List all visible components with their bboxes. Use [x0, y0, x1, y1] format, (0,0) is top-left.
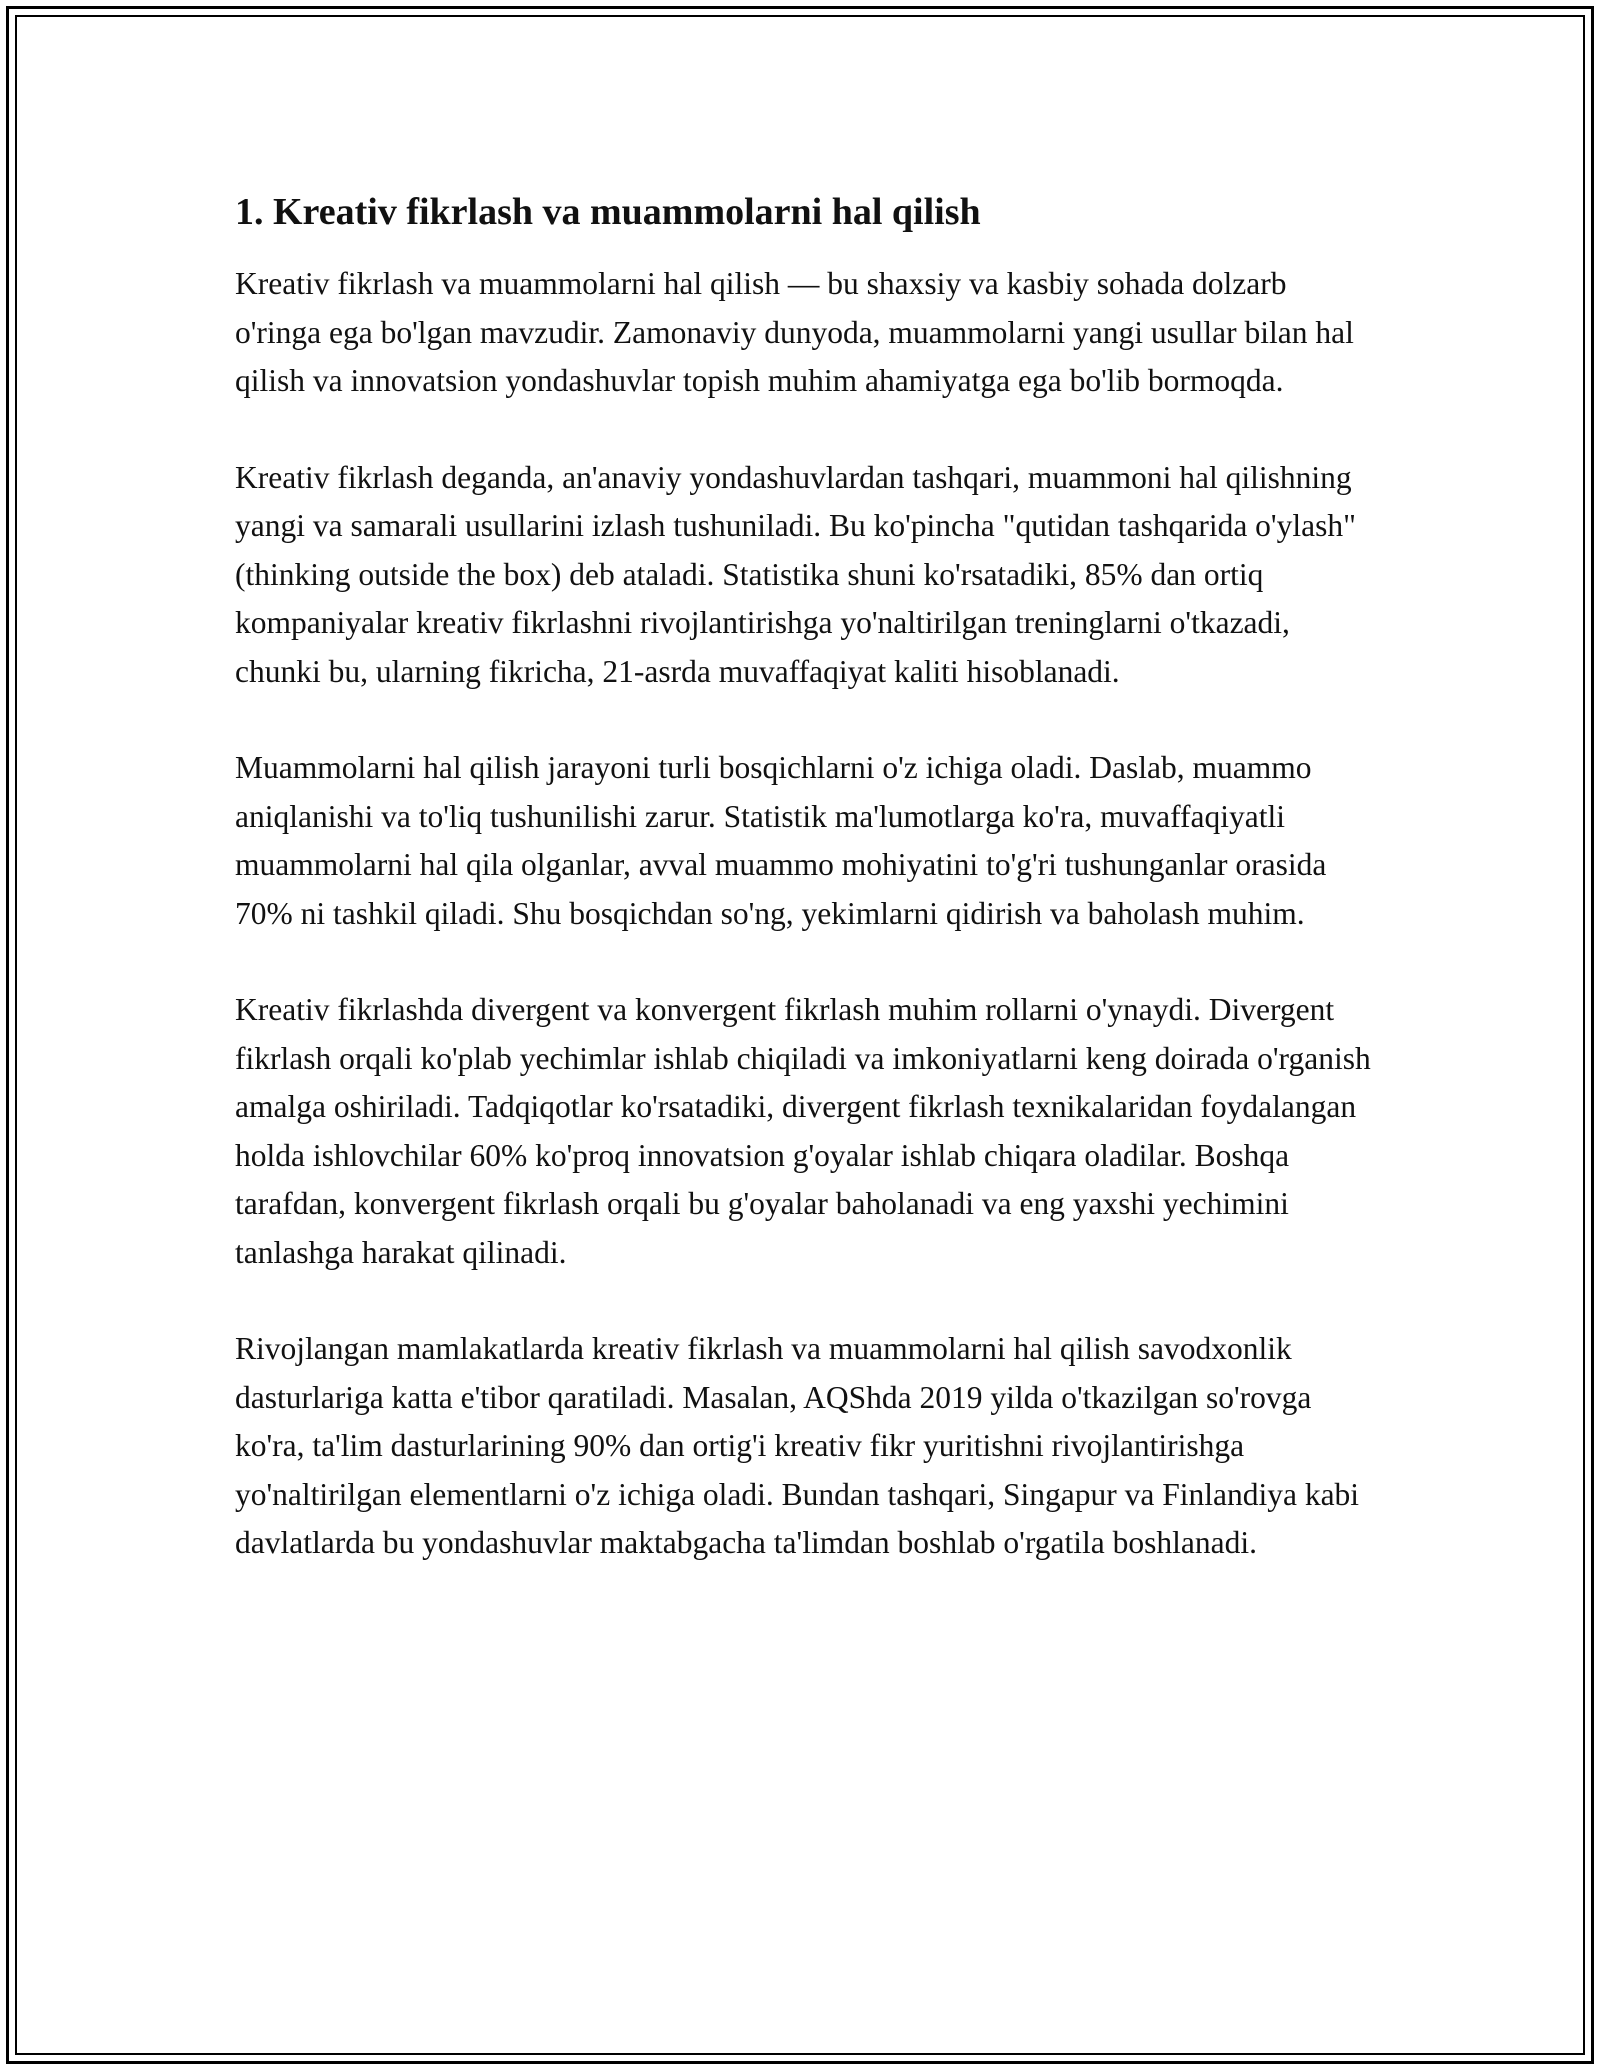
- paragraph-creative-thinking: Kreativ fikrlash deganda, an'anaviy yondashuvlardan tashqari, muammoni hal qilishning yangi va samarali usullarini izlash tushuniladi. Bu ko'pincha "qutidan tashqarida o'ylash" (thinking outside the box) deb ataladi. Statistika shuni ko'rsatadiki, 85% dan ortiq kompaniyalar kreativ fikrlashni rivojlantirishga yo'naltirilgan treninglarni o'tkazadi, chunki bu, ularning fikricha, 21-asrda muvaffaqiyat kaliti hisoblanadi.: [235, 459, 1356, 689]
- section-heading: 1. Kreativ fikrlash va muammolarni hal qilish: [235, 191, 981, 233]
- paragraph-problem-solving: Muammolarni hal qilish jarayoni turli bosqichlarni o'z ichiga oladi. Daslab, muammo aniqlanishi va to'liq tushunilishi zarur. Statistik ma'lumotlarga ko'ra, muvaffaqiyatli muammolarni hal qila olganlar, avval muammo mohiyatini to'g'ri tushunganlar orasida 70% ni tashkil qiladi. Shu bosqichdan so'ng, yekimlarni qidirish va baholash muhim.: [235, 750, 1327, 931]
- paragraph-developed-countries: Rivojlangan mamlakatlarda kreativ fikrlash va muammolarni hal qilish savodxonlik dasturlariga katta e'tibor qaratiladi. Masalan, AQShda 2019 yilda o'tkazilgan so'rovga ko'ra, ta'lim dasturlarining 90% dan ortig'i kreativ fikr yuritishni rivojlantirishga yo'naltirilgan elementlarni o'z ichiga oladi. Bundan tashqari, Singapur va Finlandiya kabi davlatlarda bu yondashuvlar maktabgacha ta'limdan boshlab o'rgatila boshlanadi.: [235, 1331, 1360, 1560]
- paragraph-divergent-convergent: Kreativ fikrlashda divergent va konvergent fikrlash muhim rollarni o'ynaydi. Divergent fikrlash orqali ko'plab yechimlar ishlab chiqiladi va imkoniyatlarni keng doirada o'rganish amalga oshiriladi. Tadqiqotlar ko'rsatadiki, divergent fikrlash texnikalaridan foydalangan holda ishlovchilar 60% ko'proq innovatsion g'oyalar ishlab chiqara oladilar. Boshqa tarafdan, konvergent fikrlash orqali bu g'oyalar baholanadi va eng yaxshi yechimini tanlashga harakat qilinadi.: [235, 992, 1371, 1270]
- paragraph-intro: Kreativ fikrlash va muammolarni hal qilish — bu shaxsiy va kasbiy sohada dolzarb o'ringa ega bo'lgan mavzudir. Zamonaviy dunyoda, muammolarni yangi usullar bilan hal qilish va innovatsion yondashuvlar topish muhim ahamiyatga ega bo'lib bormoqda.: [235, 266, 1354, 398]
- document-body: [235, 184, 1375, 1568]
